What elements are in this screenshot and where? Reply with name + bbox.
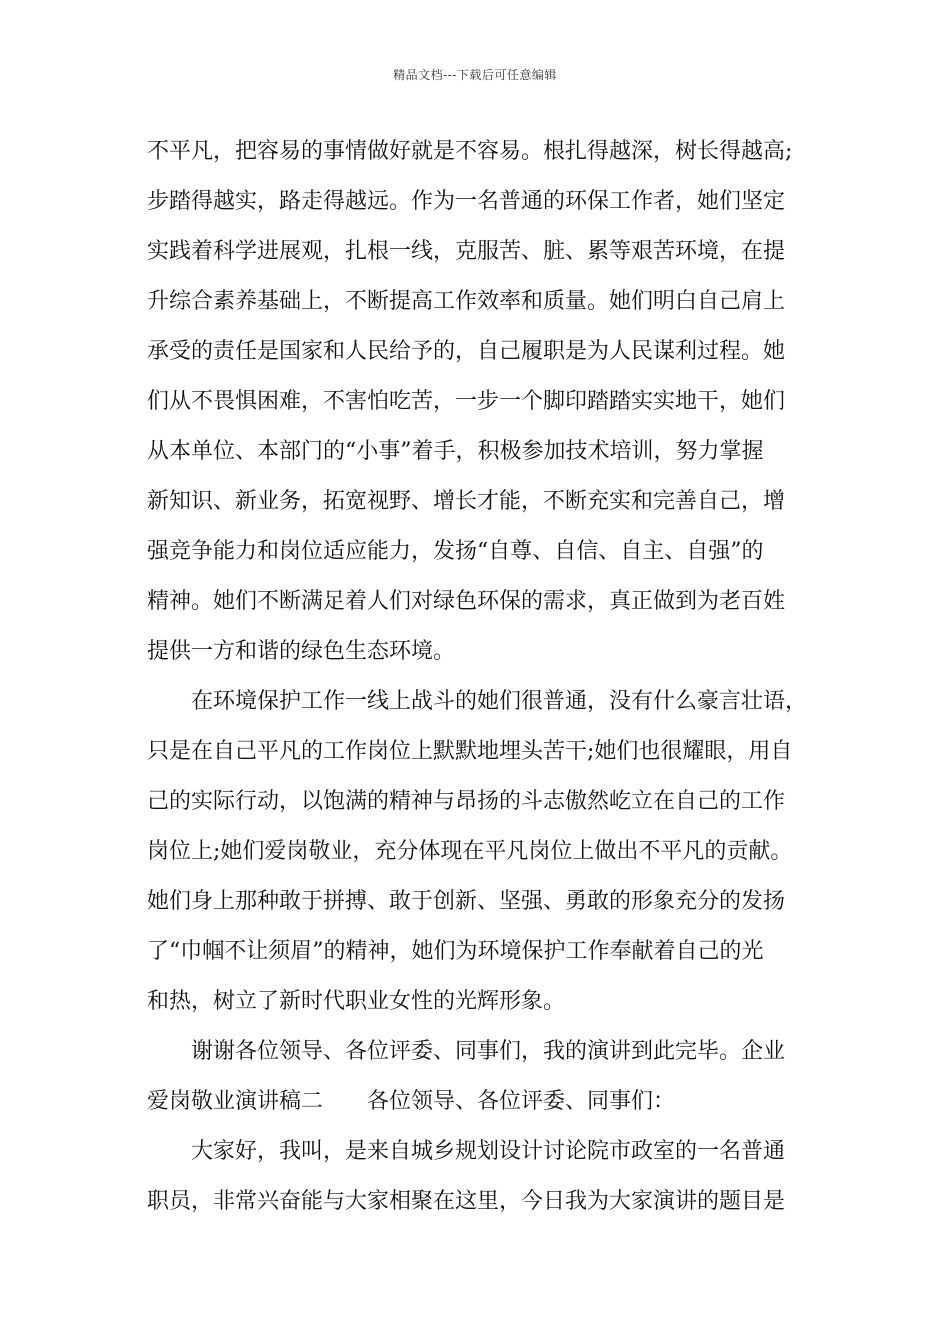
text-line: 爱岗敬业演讲稿二 各位领导、各位评委、同事们： <box>147 1089 676 1114</box>
text-line: 升综合素养基础上，不断提高工作效率和质量。她们明白自己肩上 <box>147 289 786 314</box>
text-line: 从本单位、本部门的“小事”着手，积极参加技术培训，努力掌握 <box>147 439 764 464</box>
text-line: 步踏得越实，路走得越远。作为一名普通的环保工作者，她们坚定 <box>147 189 786 214</box>
text-line: 承受的责任是国家和人民给予的，自己履职是为人民谋利过程。她 <box>147 339 786 364</box>
document-body <box>147 127 823 1227</box>
text-line: 们从不畏惧困难，不害怕吃苦，一步一个脚印踏踏实实地干，她们 <box>147 389 786 414</box>
text-line: 提供一方和谐的绿色生态环境。 <box>147 639 456 664</box>
text-line: 了“巾帼不让须眉”的精神，她们为环境保护工作奉献着自己的光 <box>147 939 764 964</box>
text-line: 只是在自己平凡的工作岗位上默默地埋头苦干;她们也很耀眼，用自 <box>147 739 793 764</box>
page-header: 精品文档---下载后可任意编辑 <box>393 68 557 82</box>
text-line: 强竞争能力和岗位适应能力，发扬“自尊、自信、自主、自强”的 <box>147 539 764 564</box>
text-line: 职员，非常兴奋能与大家相聚在这里，今日我为大家演讲的题目是 <box>147 1189 786 1214</box>
text-line: 实践着科学进展观，扎根一线，克服苦、脏、累等艰苦环境，在提 <box>147 239 786 264</box>
text-line: 在环境保护工作一线上战斗的她们很普通，没有什么豪言壮语， <box>191 689 808 714</box>
text-line: 精神。她们不断满足着人们对绿色环保的需求，真正做到为老百姓 <box>147 589 786 614</box>
text-line: 和热，树立了新时代职业女性的光辉形象。 <box>147 989 566 1014</box>
text-line: 己的实际行动，以饱满的精神与昂扬的斗志傲然屹立在自己的工作 <box>147 789 786 814</box>
text-line: 她们身上那种敢于拼搏、敢于创新、坚强、勇敢的形象充分的发扬 <box>147 889 786 914</box>
text-line: 新知识、新业务，拓宽视野、增长才能，不断充实和完善自己，增 <box>147 489 786 514</box>
text-line: 大家好，我叫，是来自城乡规划设计讨论院市政室的一名普通 <box>191 1139 786 1164</box>
text-line: 谢谢各位领导、各位评委、同事们，我的演讲到此完毕。企业 <box>191 1039 786 1064</box>
text-line: 岗位上;她们爱岗敬业，充分体现在平凡岗位上做出不平凡的贡献。 <box>147 839 793 864</box>
text-line: 不平凡，把容易的事情做好就是不容易。根扎得越深，树长得越高; <box>147 139 793 164</box>
